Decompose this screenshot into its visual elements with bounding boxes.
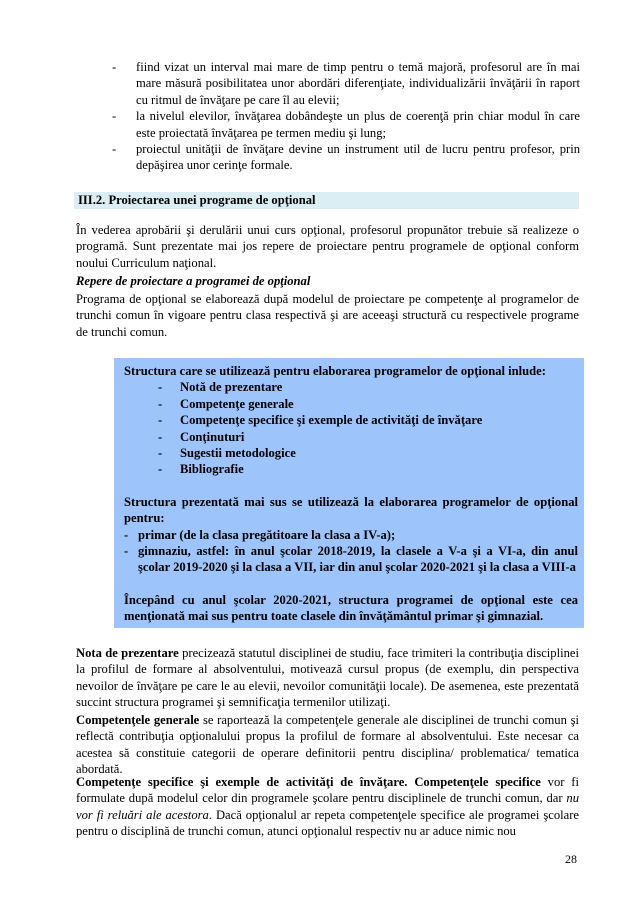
nota-term: Nota de prezentare — [76, 646, 179, 660]
intro-paragraph: În vederea aprobării şi derulării unui curs opţional, profesorul propunător trebuie să realizeze o programă. Sunt prezentate mai jos repere de proiectare pentru programele de opţional conform noului Curriculum naţional. — [76, 223, 579, 270]
list-item: - Sugestii metodologice — [158, 446, 296, 461]
structure-paragraph: Programa de opţional se elaborează după modelul de proiectare pe competenţe al programelor de trunchi comun în vigoare pentru clasa respectivă şi are aceeaşi structură cu respectivele programe de trunchi comun. — [76, 292, 579, 339]
competente-generale-term: Competenţele generale — [76, 713, 200, 727]
box-closing: Începând cu anul şcolar 2020-2021, structura programei de opţional este cea menţionată mai sus pentru toate clasele din învăţământul primar şi gimnazial. — [124, 592, 578, 624]
list-item: - la nivelul elevilor, învăţarea dobândeşte un plus de coerenţă prin chiar modul în care este proiectată învăţarea pe termen mediu şi lung; — [112, 109, 580, 140]
competente-specifice-paragraph: Competenţe specifice şi exemple de activităţi de învăţare. Competenţele specifice vor fi formulate după modelul celor din programele şcolare pentru disciplinele de trunchi comun, dar nu vor fi reluări ale acestora. Dacă opţionalul ar repeta competenţele specifice ale programei şcolare pentru o disciplină de trunchi comun, atunci opţionalul respectiv nu ar aduce nimic nou — [76, 775, 579, 839]
structure-items — [124, 379, 578, 477]
list-item: - gimnaziu, astfel: în anul şcolar 2018-2019, la clasele a V-a şi a VI-a, din anul şcolar 2019-2020 şi la clasa a VII, iar din anul şcolar 2020-2021 şi la clasa a VIII-a — [124, 544, 578, 575]
competente-specifice-term: Competenţe specifice şi exemple de activităţi de învăţare. Competenţele specifice — [76, 775, 541, 789]
page-number: 28 — [565, 852, 577, 866]
section-heading: III.2. Proiectarea unei programe de opţional — [74, 192, 579, 209]
list-item: - Conţinuturi — [158, 429, 245, 444]
list-item: - Competenţe specifice şi exemple de activităţi de învăţare — [158, 413, 483, 428]
list-item: - Notă de prezentare — [158, 380, 283, 395]
list-item: - proiectul unităţii de învăţare devine un instrument util de lucru pentru profesor, prin depăşirea unor cerinţe formale. — [112, 142, 580, 173]
nota-paragraph: Nota de prezentare precizează statutul disciplinei de studiu, face trimiteri la contribuţia disciplinei la profilul de formare al absolventului, motivează cursul propus (de exemplu, din perspectiva nevoilor de învăţare pe care le au elevii, nevoilor comunităţii locale). De asemenea, este prezentată succint structura programei şi semnificaţia termenilor utilizaţi. — [76, 646, 579, 710]
competente-generale-paragraph: Competenţele generale se raportează la competenţele generale ale disciplinei de trunchi comun şi reflectă contribuţia opţionalului propus la profilul de formare al absolventului. Este necesar ca acestea să constituie categorii de operare definitorii pentru disciplina/ problematica/ tematica abordată. — [76, 713, 579, 777]
structure-box — [114, 358, 584, 628]
list-item: - fiind vizat un interval mai mare de timp pentru o temă majoră, profesorul are în mai mare măsură posibilitatea unor abordări diferenţiate, individualizării învăţării în raport cu ritmul de învăţare pe care îl au elevii; — [112, 60, 580, 107]
education-levels — [124, 527, 578, 576]
list-item: - primar (de la clasa pregătitoare la clasa a IV-a); — [124, 527, 396, 542]
subheading: Repere de proiectare a programei de opţional — [76, 274, 311, 288]
list-item: - Bibliografie — [158, 462, 244, 477]
list-item: - Competenţe generale — [158, 396, 294, 411]
usage-intro: Structura prezentată mai sus se utilizează la elaborarea programelor de opţional pentru: — [124, 494, 578, 526]
bullet-list — [112, 59, 580, 174]
box-title: Structura care se utilizează pentru elaborarea programelor de opţional inlude: — [124, 364, 546, 378]
